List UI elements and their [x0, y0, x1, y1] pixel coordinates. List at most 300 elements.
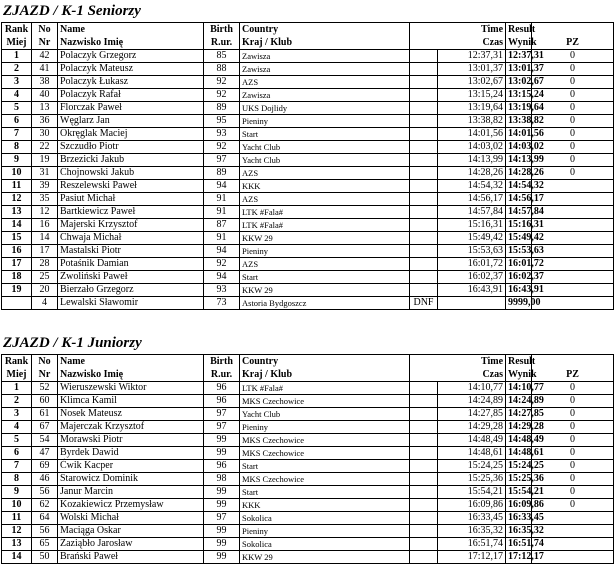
- table-row: [2, 525, 614, 538]
- rank-cell: 18: [2, 271, 32, 284]
- bib-number-cell: 25: [32, 271, 58, 284]
- table-row: [2, 512, 614, 525]
- header-rank: Rank: [2, 23, 32, 37]
- bib-number-cell: 12: [32, 206, 58, 219]
- rank-cell: 4: [2, 421, 32, 434]
- table-row: [2, 297, 614, 310]
- penalty-cell: 0: [532, 382, 614, 395]
- bib-number-cell: 40: [32, 89, 58, 102]
- table-row: [2, 115, 614, 128]
- athlete-name-cell: Majerski Krzysztof: [58, 219, 204, 232]
- birth-year-cell: 99: [204, 499, 240, 512]
- bib-number-cell: 46: [32, 473, 58, 486]
- rank-cell: 5: [2, 102, 32, 115]
- athlete-name-cell: Chojnowski Jakub: [58, 167, 204, 180]
- header-no: No: [32, 355, 58, 369]
- table-row: [2, 258, 614, 271]
- club-cell: MKS Czechowice: [240, 447, 410, 460]
- time-cell: 14:01,56: [438, 128, 506, 141]
- penalty-cell: 0: [532, 63, 614, 76]
- bib-number-cell: 31: [32, 167, 58, 180]
- status-cell: [410, 258, 438, 271]
- table-row: [2, 408, 614, 421]
- penalty-cell: 0: [532, 499, 614, 512]
- rank-cell: 3: [2, 408, 32, 421]
- time-cell: 14:13,99: [438, 154, 506, 167]
- status-cell: [410, 128, 438, 141]
- bib-number-cell: 19: [32, 154, 58, 167]
- bib-number-cell: 42: [32, 50, 58, 63]
- club-cell: Start: [240, 128, 410, 141]
- bib-number-cell: 38: [32, 76, 58, 89]
- result-cell: 17:12,17: [506, 551, 532, 564]
- athlete-name-cell: Szczudło Piotr: [58, 141, 204, 154]
- status-cell: [410, 473, 438, 486]
- penalty-cell: 0: [532, 76, 614, 89]
- status-cell: [410, 102, 438, 115]
- time-cell: 15:53,63: [438, 245, 506, 258]
- status-cell: [410, 154, 438, 167]
- club-cell: Pieniny: [240, 421, 410, 434]
- rank-cell: 6: [2, 115, 32, 128]
- penalty-cell: 0: [532, 486, 614, 499]
- result-cell: 14:29,28: [506, 421, 532, 434]
- table-row: [2, 206, 614, 219]
- results-table: [1, 22, 614, 310]
- result-cell: 14:54,32: [506, 180, 532, 193]
- bib-number-cell: 64: [32, 512, 58, 525]
- club-cell: Pieniny: [240, 245, 410, 258]
- time-cell: 15:49,42: [438, 232, 506, 245]
- rank-cell: 8: [2, 473, 32, 486]
- table-row: [2, 102, 614, 115]
- header-country: Kraj / Klub: [240, 368, 410, 382]
- time-cell: 16:01,72: [438, 258, 506, 271]
- athlete-name-cell: Mastalski Piotr: [58, 245, 204, 258]
- club-cell: Sokolica: [240, 512, 410, 525]
- time-cell: 13:02,67: [438, 76, 506, 89]
- result-cell: 14:28,26: [506, 167, 532, 180]
- athlete-name-cell: Majerczak Krzysztof: [58, 421, 204, 434]
- penalty-cell: 0: [532, 115, 614, 128]
- table-row: [2, 551, 614, 564]
- rank-cell: 13: [2, 538, 32, 551]
- result-cell: 16:01,72: [506, 258, 532, 271]
- penalty-cell: 0: [532, 395, 614, 408]
- penalty-cell: 0: [532, 141, 614, 154]
- table-row: [2, 167, 614, 180]
- birth-year-cell: 96: [204, 460, 240, 473]
- result-cell: 13:19,64: [506, 102, 532, 115]
- table-row: [2, 219, 614, 232]
- time-cell: 16:09,86: [438, 499, 506, 512]
- bib-number-cell: 61: [32, 408, 58, 421]
- table-row: [2, 76, 614, 89]
- status-cell: [410, 395, 438, 408]
- penalty-cell: [532, 297, 614, 310]
- header-result: Wynik: [506, 368, 532, 382]
- status-cell: [410, 512, 438, 525]
- status-cell: [410, 76, 438, 89]
- bib-number-cell: 35: [32, 193, 58, 206]
- rank-cell: 10: [2, 167, 32, 180]
- result-cell: 16:09,86: [506, 499, 532, 512]
- club-cell: Zawisza: [240, 50, 410, 63]
- status-cell: [410, 538, 438, 551]
- athlete-name-cell: Florczak Paweł: [58, 102, 204, 115]
- athlete-name-cell: Brański Paweł: [58, 551, 204, 564]
- table-row: [2, 538, 614, 551]
- birth-year-cell: 99: [204, 525, 240, 538]
- status-cell: [410, 219, 438, 232]
- bib-number-cell: 41: [32, 63, 58, 76]
- result-cell: 16:02,37: [506, 271, 532, 284]
- club-cell: KKW 29: [240, 284, 410, 297]
- table-row: [2, 382, 614, 395]
- rank-cell: 14: [2, 551, 32, 564]
- bib-number-cell: 62: [32, 499, 58, 512]
- penalty-cell: 0: [532, 50, 614, 63]
- status-cell: [410, 499, 438, 512]
- athlete-name-cell: Bartkiewicz Paweł: [58, 206, 204, 219]
- penalty-cell: 0: [532, 102, 614, 115]
- table-row: [2, 499, 614, 512]
- club-cell: Yacht Club: [240, 154, 410, 167]
- club-cell: Start: [240, 460, 410, 473]
- table-row: [2, 128, 614, 141]
- birth-year-cell: 95: [204, 115, 240, 128]
- result-cell: 9999,00: [506, 297, 532, 310]
- club-cell: Start: [240, 486, 410, 499]
- table-row: [2, 154, 614, 167]
- status-cell: [410, 486, 438, 499]
- rank-cell: 5: [2, 434, 32, 447]
- club-cell: AZS: [240, 167, 410, 180]
- rank-cell: 12: [2, 525, 32, 538]
- penalty-cell: 0: [532, 167, 614, 180]
- rank-cell: 1: [2, 50, 32, 63]
- birth-year-cell: 88: [204, 63, 240, 76]
- birth-year-cell: 91: [204, 232, 240, 245]
- bib-number-cell: 30: [32, 128, 58, 141]
- status-cell: [410, 50, 438, 63]
- birth-year-cell: 73: [204, 297, 240, 310]
- club-cell: KKW 29: [240, 232, 410, 245]
- bib-number-cell: 50: [32, 551, 58, 564]
- rank-cell: [2, 297, 32, 310]
- time-cell: 14:27,85: [438, 408, 506, 421]
- time-cell: 17:12,17: [438, 551, 506, 564]
- bib-number-cell: 65: [32, 538, 58, 551]
- penalty-cell: 0: [532, 473, 614, 486]
- header-birth: Birth: [204, 23, 240, 37]
- club-cell: MKS Czechowice: [240, 473, 410, 486]
- header-name: Name: [58, 23, 204, 37]
- bib-number-cell: 47: [32, 447, 58, 460]
- time-cell: 16:02,37: [438, 271, 506, 284]
- club-cell: Zawisza: [240, 63, 410, 76]
- club-cell: Pieniny: [240, 115, 410, 128]
- status-cell: [410, 167, 438, 180]
- birth-year-cell: 93: [204, 284, 240, 297]
- table-row: [2, 141, 614, 154]
- result-cell: 15:16,31: [506, 219, 532, 232]
- status-cell: [410, 232, 438, 245]
- club-cell: Yacht Club: [240, 141, 410, 154]
- status-cell: [410, 460, 438, 473]
- club-cell: MKS Czechowice: [240, 395, 410, 408]
- results-section-juniorzy: [0, 332, 614, 564]
- table-row: [2, 421, 614, 434]
- birth-year-cell: 92: [204, 141, 240, 154]
- bib-number-cell: 52: [32, 382, 58, 395]
- result-cell: 15:49,42: [506, 232, 532, 245]
- rank-cell: 2: [2, 395, 32, 408]
- club-cell: Sokolica: [240, 538, 410, 551]
- bib-number-cell: 69: [32, 460, 58, 473]
- birth-year-cell: 94: [204, 271, 240, 284]
- result-cell: 13:15,24: [506, 89, 532, 102]
- penalty-cell: 0: [532, 434, 614, 447]
- result-cell: 16:35,32: [506, 525, 532, 538]
- rank-cell: 7: [2, 460, 32, 473]
- bib-number-cell: 56: [32, 525, 58, 538]
- header-name: Nazwisko Imię: [58, 36, 204, 50]
- athlete-name-cell: Lewalski Sławomir: [58, 297, 204, 310]
- status-cell: [410, 434, 438, 447]
- birth-year-cell: 89: [204, 167, 240, 180]
- result-cell: 16:43,91: [506, 284, 532, 297]
- club-cell: Zawisza: [240, 89, 410, 102]
- header-rank: Miej: [2, 36, 32, 50]
- time-cell: 13:19,64: [438, 102, 506, 115]
- result-cell: 14:56,17: [506, 193, 532, 206]
- time-cell: 14:29,28: [438, 421, 506, 434]
- bib-number-cell: 56: [32, 486, 58, 499]
- rank-cell: 1: [2, 382, 32, 395]
- time-cell: 14:56,17: [438, 193, 506, 206]
- rank-cell: 16: [2, 245, 32, 258]
- birth-year-cell: 87: [204, 219, 240, 232]
- birth-year-cell: 97: [204, 154, 240, 167]
- status-cell: [410, 525, 438, 538]
- status-cell: DNF: [410, 297, 438, 310]
- rank-cell: 4: [2, 89, 32, 102]
- rank-cell: 13: [2, 206, 32, 219]
- birth-year-cell: 99: [204, 486, 240, 499]
- rank-cell: 7: [2, 128, 32, 141]
- result-cell: 14:48,61: [506, 447, 532, 460]
- time-cell: 15:25,36: [438, 473, 506, 486]
- athlete-name-cell: Brzezicki Jakub: [58, 154, 204, 167]
- time-cell: 14:57,84: [438, 206, 506, 219]
- club-cell: AZS: [240, 76, 410, 89]
- rank-cell: 17: [2, 258, 32, 271]
- birth-year-cell: 91: [204, 193, 240, 206]
- birth-year-cell: 94: [204, 245, 240, 258]
- header-country: Country: [240, 23, 410, 37]
- birth-year-cell: 97: [204, 512, 240, 525]
- penalty-cell: 0: [532, 447, 614, 460]
- header-row: [2, 355, 614, 369]
- table-row: [2, 245, 614, 258]
- bib-number-cell: 36: [32, 115, 58, 128]
- header-row: [2, 36, 614, 50]
- penalty-cell: 0: [532, 421, 614, 434]
- status-cell: [410, 382, 438, 395]
- birth-year-cell: 92: [204, 89, 240, 102]
- results-table: [1, 354, 614, 564]
- header-time: Time: [410, 355, 506, 369]
- header-pz-top: [532, 23, 614, 37]
- bib-number-cell: 60: [32, 395, 58, 408]
- athlete-name-cell: Reszelewski Paweł: [58, 180, 204, 193]
- result-cell: 14:57,84: [506, 206, 532, 219]
- result-cell: 14:01,56: [506, 128, 532, 141]
- athlete-name-cell: Polaczyk Łukasz: [58, 76, 204, 89]
- athlete-name-cell: Zwoliński Paweł: [58, 271, 204, 284]
- athlete-name-cell: Bierzało Grzegorz: [58, 284, 204, 297]
- header-no: Nr: [32, 368, 58, 382]
- rank-cell: 9: [2, 486, 32, 499]
- athlete-name-cell: Nosek Mateusz: [58, 408, 204, 421]
- rank-cell: 9: [2, 154, 32, 167]
- club-cell: KKW 29: [240, 551, 410, 564]
- result-cell: 15:24,25: [506, 460, 532, 473]
- rank-cell: 11: [2, 512, 32, 525]
- result-cell: 14:10,77: [506, 382, 532, 395]
- athlete-name-cell: Pasiut Michał: [58, 193, 204, 206]
- club-cell: AZS: [240, 193, 410, 206]
- athlete-name-cell: Okręglak Maciej: [58, 128, 204, 141]
- header-name: Nazwisko Imię: [58, 368, 204, 382]
- table-row: [2, 395, 614, 408]
- birth-year-cell: 92: [204, 258, 240, 271]
- result-cell: 14:03,02: [506, 141, 532, 154]
- time-cell: 13:38,82: [438, 115, 506, 128]
- time-cell: 14:10,77: [438, 382, 506, 395]
- time-cell: 14:48,49: [438, 434, 506, 447]
- club-cell: Astoria Bydgoszcz: [240, 297, 410, 310]
- table-row: [2, 447, 614, 460]
- result-cell: 15:53,63: [506, 245, 532, 258]
- athlete-name-cell: Ćwik Kacper: [58, 460, 204, 473]
- rank-cell: 10: [2, 499, 32, 512]
- header-row: [2, 23, 614, 37]
- club-cell: LTK #Fala#: [240, 206, 410, 219]
- header-pz-top: [532, 355, 614, 369]
- result-cell: 14:27,85: [506, 408, 532, 421]
- birth-year-cell: 99: [204, 434, 240, 447]
- table-row: [2, 50, 614, 63]
- birth-year-cell: 92: [204, 76, 240, 89]
- table-row: [2, 460, 614, 473]
- table-row: [2, 232, 614, 245]
- birth-year-cell: 93: [204, 128, 240, 141]
- status-cell: [410, 63, 438, 76]
- bib-number-cell: 67: [32, 421, 58, 434]
- athlete-name-cell: Byrdek Dawid: [58, 447, 204, 460]
- time-cell: 14:54,32: [438, 180, 506, 193]
- header-result: Result: [506, 355, 532, 369]
- athlete-name-cell: Zaziąbło Jarosław: [58, 538, 204, 551]
- club-cell: LTK #Fala#: [240, 219, 410, 232]
- status-cell: [410, 271, 438, 284]
- penalty-cell: 0: [532, 460, 614, 473]
- section-title: ZJAZD / K-1 Juniorzy: [3, 335, 142, 351]
- result-cell: 13:38,82: [506, 115, 532, 128]
- birth-year-cell: 91: [204, 206, 240, 219]
- header-birth: Birth: [204, 355, 240, 369]
- header-rank: Rank: [2, 355, 32, 369]
- athlete-name-cell: Polaczyk Rafał: [58, 89, 204, 102]
- result-cell: 16:51,74: [506, 538, 532, 551]
- section-title: ZJAZD / K-1 Seniorzy: [3, 3, 141, 19]
- header-country: Kraj / Klub: [240, 36, 410, 50]
- status-cell: [410, 115, 438, 128]
- bib-number-cell: 14: [32, 232, 58, 245]
- time-cell: 16:35,32: [438, 525, 506, 538]
- birth-year-cell: 99: [204, 551, 240, 564]
- club-cell: KKK: [240, 499, 410, 512]
- athlete-name-cell: Węglarz Jan: [58, 115, 204, 128]
- result-cell: 14:13,99: [506, 154, 532, 167]
- penalty-cell: 0: [532, 408, 614, 421]
- birth-year-cell: 96: [204, 382, 240, 395]
- header-name: Name: [58, 355, 204, 369]
- table-row: [2, 473, 614, 486]
- athlete-name-cell: Morawski Piotr: [58, 434, 204, 447]
- header-country: Country: [240, 355, 410, 369]
- table-row: [2, 180, 614, 193]
- table-row: [2, 193, 614, 206]
- time-cell: 15:16,31: [438, 219, 506, 232]
- rank-cell: 12: [2, 193, 32, 206]
- status-cell: [410, 551, 438, 564]
- time-cell: 13:01,37: [438, 63, 506, 76]
- table-row: [2, 89, 614, 102]
- club-cell: AZS: [240, 258, 410, 271]
- athlete-name-cell: Polaczyk Grzegorz: [58, 50, 204, 63]
- time-cell: 14:24,89: [438, 395, 506, 408]
- header-pz: PZ: [532, 368, 614, 382]
- bib-number-cell: 39: [32, 180, 58, 193]
- bib-number-cell: 28: [32, 258, 58, 271]
- bib-number-cell: 22: [32, 141, 58, 154]
- table-row: [2, 284, 614, 297]
- result-cell: 15:54,21: [506, 486, 532, 499]
- penalty-cell: 0: [532, 128, 614, 141]
- status-cell: [410, 180, 438, 193]
- rank-cell: 3: [2, 76, 32, 89]
- header-time: Czas: [410, 36, 506, 50]
- birth-year-cell: 99: [204, 538, 240, 551]
- birth-year-cell: 85: [204, 50, 240, 63]
- time-cell: 15:24,25: [438, 460, 506, 473]
- header-row: [2, 368, 614, 382]
- athlete-name-cell: Starowicz Dominik: [58, 473, 204, 486]
- athlete-name-cell: Polaczyk Mateusz: [58, 63, 204, 76]
- time-cell: 14:48,61: [438, 447, 506, 460]
- birth-year-cell: 98: [204, 473, 240, 486]
- status-cell: [410, 89, 438, 102]
- club-cell: KKK: [240, 180, 410, 193]
- time-cell: 15:54,21: [438, 486, 506, 499]
- rank-cell: 6: [2, 447, 32, 460]
- birth-year-cell: 89: [204, 102, 240, 115]
- club-cell: Start: [240, 271, 410, 284]
- header-no: Nr: [32, 36, 58, 50]
